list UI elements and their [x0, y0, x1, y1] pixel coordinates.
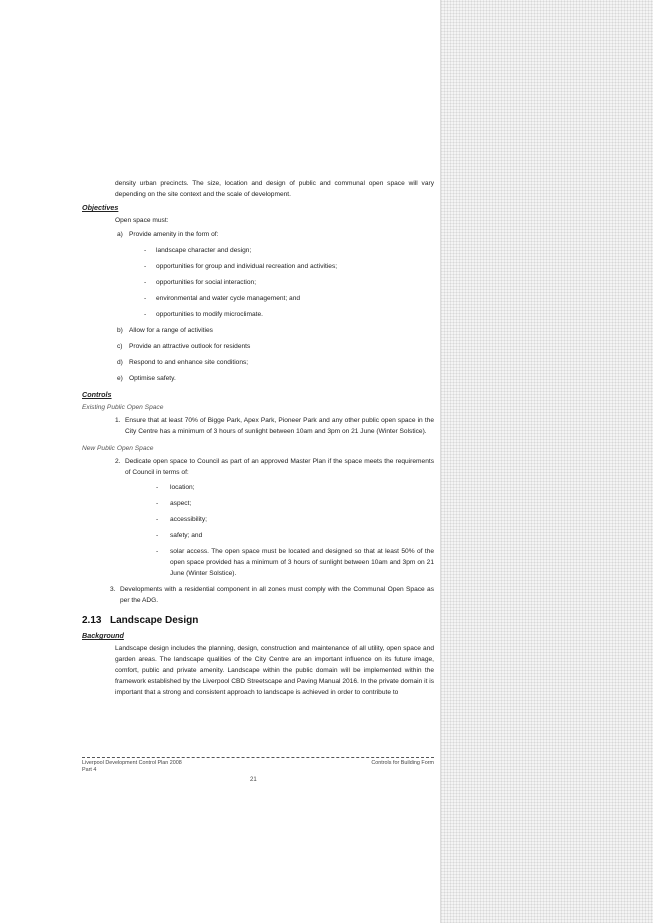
document-page	[82, 178, 434, 698]
list-item-text: environmental and water cycle management; and	[156, 295, 301, 302]
list-item-text: Developments with a residential component in all zones must comply with the Communal Open Space as per the ADG.	[120, 586, 434, 604]
list-marker: 1.	[115, 417, 121, 424]
objective-item-d	[82, 357, 434, 368]
page-footer	[82, 757, 434, 774]
objectives-heading: Objectives	[82, 203, 119, 212]
control-item-1	[82, 415, 434, 437]
list-item-text: solar access. The open space must be located and designed so that at least 50% of the open space provided has a minimum of 3 hours of sunlight between 10am and 3pm on 21 June (Winter Solstice).	[170, 548, 434, 577]
bullet-icon: -	[144, 279, 147, 286]
section-number: 2.13	[82, 615, 102, 626]
list-item-text: safety; and	[170, 532, 203, 539]
amenity-bullet-list	[82, 245, 434, 320]
list-item-text: opportunities for group and individual recreation and activities;	[156, 263, 338, 270]
objectives-list-continued	[82, 325, 434, 384]
control-item-2	[82, 456, 434, 478]
list-item-text: opportunities to modify microclimate.	[156, 311, 264, 318]
list-item	[82, 546, 434, 579]
existing-open-space-heading: Existing Public Open Space	[82, 404, 164, 411]
list-marker: a)	[117, 231, 123, 238]
section-heading	[82, 614, 434, 628]
list-item-text: opportunities for social interaction;	[156, 279, 257, 286]
list-marker: d)	[117, 359, 123, 366]
bullet-icon: -	[156, 500, 159, 507]
objective-item-b	[82, 325, 434, 336]
objectives-lead: Open space must:	[115, 217, 169, 224]
intro-paragraph: density urban precincts. The size, location and design of public and communal open space will vary depending on the site context and the scale of development.	[115, 180, 434, 198]
section-title: Landscape Design	[110, 615, 199, 626]
list-marker: 2.	[115, 458, 121, 465]
new-open-space-heading: New Public Open Space	[82, 445, 154, 452]
page-number: 21	[250, 777, 257, 783]
list-item	[82, 514, 434, 525]
list-item-text: Ensure that at least 70% of Bigge Park, Apex Park, Pioneer Park and any other public open space in the City Centre has a minimum of 3 hours of sunlight between 10am and 3pm on 21 June (Winter Solstice).	[125, 417, 434, 435]
list-item-text: Allow for a range of activities	[129, 327, 213, 334]
list-item	[82, 261, 434, 272]
list-item	[82, 245, 434, 256]
footer-document-title: Liverpool Development Control Plan 2008	[82, 760, 182, 766]
bullet-icon: -	[144, 247, 147, 254]
list-item	[82, 309, 434, 320]
list-marker: c)	[117, 343, 123, 350]
bullet-icon: -	[144, 311, 147, 318]
background-paragraph: Landscape design includes the planning, design, construction and maintenance of all utility, open space and garden areas. The landscape qualities of the City Centre are an important influence on its future image, comfort, public and private amenity. Landscape within the public domain will be implemented within the framework established by the Liverpool CBD Streetscape and Paving Manual 2016. In the private domain it is important that a strong and consistent approach to landscape is achieved in order to contribute to	[115, 645, 434, 696]
list-marker: 3.	[110, 586, 116, 593]
bullet-icon: -	[156, 484, 159, 491]
bullet-icon: -	[156, 516, 159, 523]
bullet-icon: -	[156, 548, 159, 555]
footer-section-title: Controls for Building Form	[371, 760, 434, 766]
objective-item-c	[82, 341, 434, 352]
footer-part: Part 4	[82, 767, 97, 773]
controls-heading: Controls	[82, 390, 112, 399]
objectives-list	[82, 229, 434, 240]
background-heading: Background	[82, 631, 124, 640]
list-marker: b)	[117, 327, 123, 334]
list-item-text: Dedicate open space to Council as part of an approved Master Plan if the space meets the requirements of Council in terms of:	[125, 458, 434, 476]
objective-item-e	[82, 373, 434, 384]
objective-item-a	[82, 229, 434, 240]
list-item-text: Provide an attractive outlook for residents	[129, 343, 251, 350]
controls-list-1	[82, 415, 434, 437]
list-item-text: accessibility;	[170, 516, 208, 523]
requirements-bullet-list	[82, 482, 434, 579]
list-item	[82, 498, 434, 509]
list-marker: e)	[117, 375, 123, 382]
bullet-icon: -	[144, 295, 147, 302]
list-item-text: Optimise safety.	[129, 375, 176, 382]
list-item	[82, 530, 434, 541]
list-item-text: location;	[170, 484, 195, 491]
comment-margin-pane	[440, 0, 653, 923]
list-item-text: Provide amenity in the form of:	[129, 231, 219, 238]
bullet-icon: -	[156, 532, 159, 539]
list-item	[82, 293, 434, 304]
list-item-text: landscape character and design;	[156, 247, 252, 254]
list-item-text: aspect;	[170, 500, 192, 507]
controls-list-3	[82, 584, 434, 606]
bullet-icon: -	[144, 263, 147, 270]
controls-list-2	[82, 456, 434, 478]
list-item	[82, 482, 434, 493]
list-item-text: Respond to and enhance site conditions;	[129, 359, 249, 366]
list-item	[82, 277, 434, 288]
control-item-3	[82, 584, 434, 606]
